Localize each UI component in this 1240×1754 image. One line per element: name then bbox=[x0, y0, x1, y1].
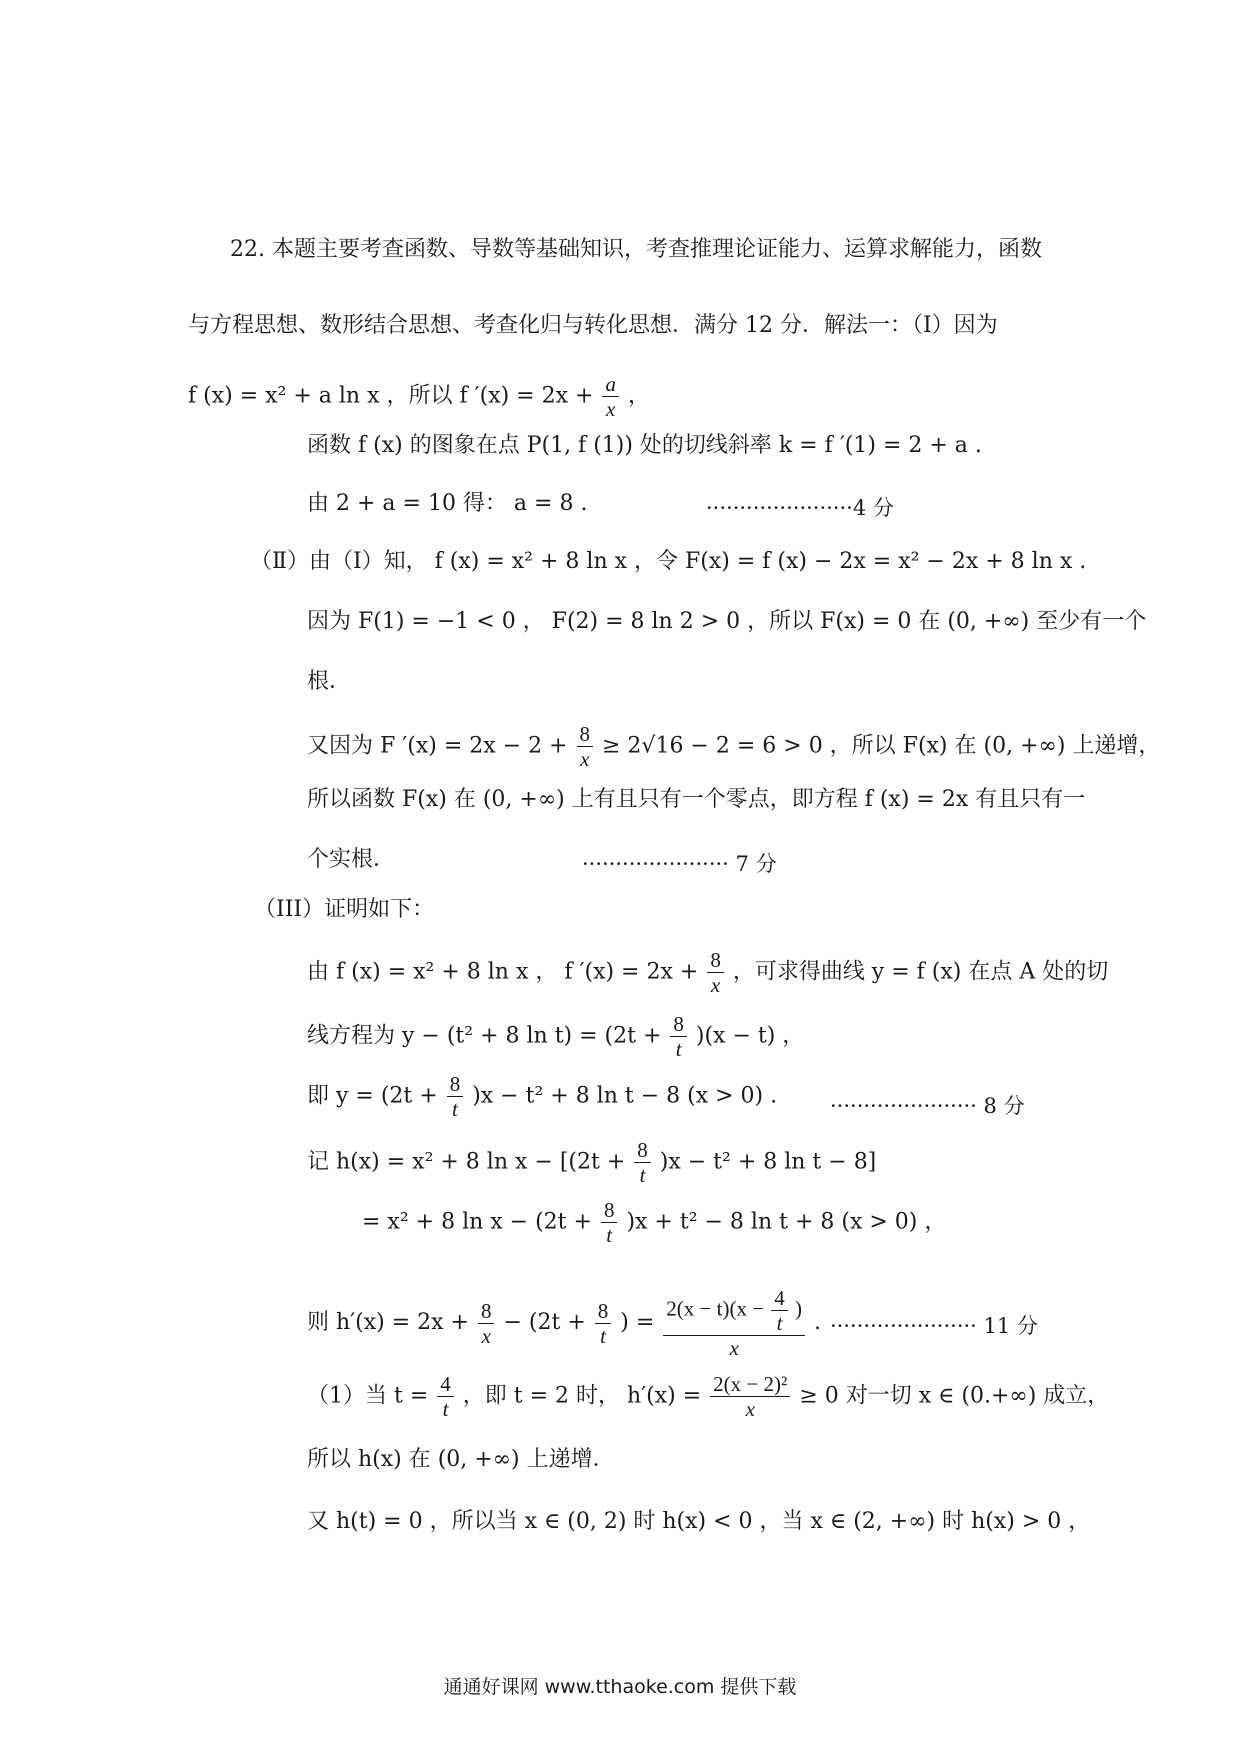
text-line: （1）当 t = $\frac{4}{t}$ ，即 t = 2 时， h′(x) = $\frac{\text{2(x − 2)²}}{x}$ ≥ 0 对一切 x ∈ (0.+∞) 成立， bbox=[307, 1372, 1110, 1421]
fraction-8-over-x: $\frac{8}{x}$ bbox=[707, 948, 724, 997]
fraction-4-over-t: $\frac{4}{t}$ bbox=[771, 1286, 788, 1335]
text-line: 即 y = (2t + $\frac{8}{t}$ )x − t² + 8 ln t − 8 (x > 0) . bbox=[307, 1072, 778, 1121]
part-three-heading: （III）证明如下： bbox=[254, 897, 435, 922]
text-line: 记 h(x) = x² + 8 ln x − [(2t + $\frac{8}{t}$ )x − t² + 8 ln t − 8] bbox=[307, 1138, 877, 1187]
text-line: 个实根． bbox=[307, 847, 396, 872]
score-marker: ······················ 8 分 bbox=[830, 1094, 1025, 1118]
text-line: 则 h′(x) = 2x + $\frac{8}{x}$ − (2t + $\frac{8}{t}$ ) = 2(x − t)(x − $\frac{4}{t}$ ) x . bbox=[307, 1286, 822, 1360]
text-line: 所以 h(x) 在 (0, +∞) 上递增． bbox=[307, 1447, 615, 1472]
score-marker: ······················ 11 分 bbox=[830, 1314, 1038, 1338]
text-line bbox=[307, 608, 1146, 636]
score-marker: ······················4 分 bbox=[706, 496, 894, 520]
text-line bbox=[307, 786, 1085, 814]
paragraph-intro-cont: 与方程思想、数形结合思想、考查化归与转化思想．满分 12 分．解法一：（Ⅰ）因为 bbox=[188, 313, 998, 338]
unique-zero: 所以函数 F(x) 在 (0, +∞) 上有且只有一个零点，即方程 f (x) = 2x 有且只有一 bbox=[307, 787, 1086, 812]
slope-statement: 函数 f (x) 的图象在点 P(1, f (1)) 处的切线斜率 k = f ′(1) = 2 + a . bbox=[307, 433, 982, 458]
fraction-8-over-t: $\frac{8}{t}$ bbox=[447, 1072, 464, 1121]
fraction-a-over-x: $\frac{a}{x}$ bbox=[602, 372, 619, 421]
text-line bbox=[188, 312, 998, 340]
solve-a: 由 2 + a = 10 得： a = 8 . bbox=[307, 491, 588, 516]
fraction-4-over-t: $\frac{4}{t}$ bbox=[437, 1372, 454, 1421]
text-line: f (x) = x² + a ln x ，所以 f ′(x) = 2x + $\frac{a}{x}$ ， bbox=[188, 372, 650, 421]
text-line bbox=[250, 548, 1086, 576]
text-line bbox=[307, 490, 587, 518]
text-line: 线方程为 y − (t² + 8 ln t) = (2t + $\frac{8}{t}$ )(x − t) ， bbox=[307, 1012, 805, 1061]
text-line: 又因为 F ′(x) = 2x − 2 + $\frac{8}{x}$ ≥ 2√16 − 2 = 6 > 0 ，所以 F(x) 在 (0, +∞) 上递增， bbox=[307, 722, 1161, 771]
text-line bbox=[230, 236, 1042, 264]
score-marker: ······················ 7 分 bbox=[582, 852, 777, 876]
footer-credit: 通通好课网 www.tthaoke.com 提供下载 bbox=[443, 1676, 797, 1698]
fraction-8-over-x: $\frac{8}{x}$ bbox=[577, 722, 594, 771]
text-line: 根． bbox=[307, 669, 352, 694]
fraction-hprime: 2(x − t)(x − $\frac{4}{t}$ ) x bbox=[663, 1286, 805, 1360]
formula-fx: f (x) = x² + a ln x ，所以 f ′(x) = 2x + bbox=[188, 383, 594, 409]
fraction-8-over-t: $\frac{8}{t}$ bbox=[601, 1198, 618, 1247]
part-two-intro: （Ⅱ）由（Ⅰ）知， f (x) = x² + 8 ln x ，令 F(x) = f (x) − 2x = x² − 2x + 8 ln x . bbox=[250, 549, 1087, 574]
text-line bbox=[254, 896, 434, 924]
fraction-8-over-x: $\frac{8}{x}$ bbox=[478, 1299, 495, 1348]
root-existence: 因为 F(1) = −1 < 0 ， F(2) = 8 ln 2 > 0 ，所以 F(x) = 0 在 (0, +∞) 至少有一个 bbox=[307, 609, 1147, 634]
fraction-8-over-t: $\frac{8}{t}$ bbox=[595, 1299, 612, 1348]
derivative-F: 又因为 F ′(x) = 2x − 2 + bbox=[307, 733, 568, 759]
text-line: 又 h(t) = 0 ，所以当 x ∈ (0, 2) 时 h(x) < 0 ，当 x ∈ (2, +∞) 时 h(x) > 0 ， bbox=[307, 1509, 1091, 1534]
text-line bbox=[307, 432, 982, 460]
fraction-8-over-t: $\frac{8}{t}$ bbox=[670, 1012, 687, 1061]
paragraph-intro: 22. 本题主要考查函数、导数等基础知识，考查推理论证能力、运算求解能力，函数 bbox=[230, 237, 1042, 262]
text-line: = x² + 8 ln x − (2t + $\frac{8}{t}$ )x + t² − 8 ln t + 8 (x > 0) ， bbox=[362, 1198, 947, 1247]
text-line: 由 f (x) = x² + 8 ln x ， f ′(x) = 2x + $\frac{8}{x}$ ，可求得曲线 y = f (x) 在点 A 处的切 bbox=[307, 948, 1109, 997]
fraction-8-over-t: $\frac{8}{t}$ bbox=[634, 1138, 651, 1187]
fraction-square: $\frac{\text{2(x − 2)²}}{x}$ bbox=[710, 1372, 790, 1421]
